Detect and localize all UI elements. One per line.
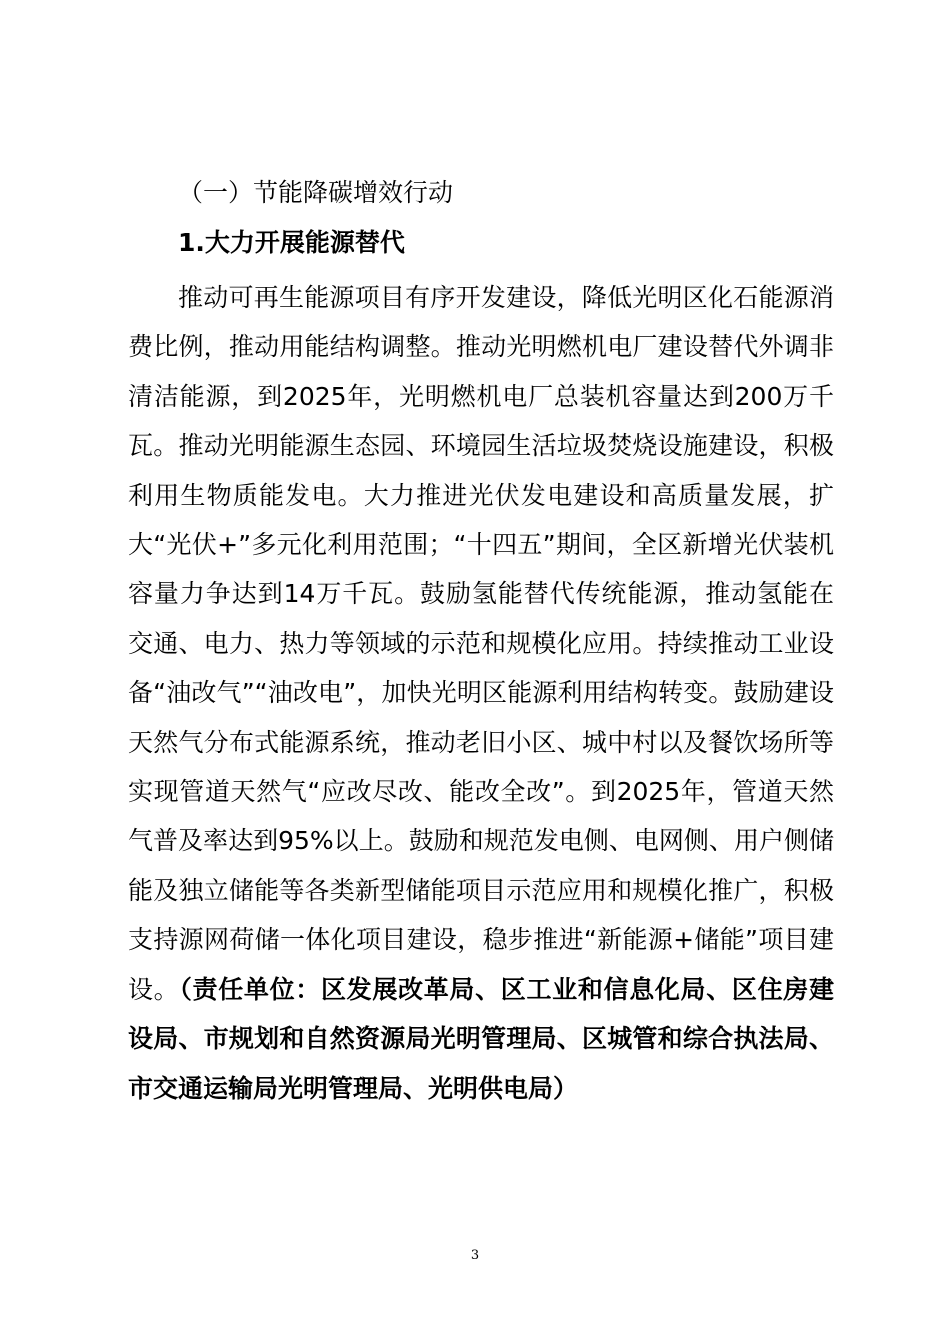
body-paragraph (128, 273, 834, 1113)
sub-heading: 1.大力开展能源替代 (178, 228, 405, 257)
section-heading: （一）节能降碳增效行动 (178, 178, 454, 207)
page-number: 3 (470, 1248, 480, 1263)
paragraph-text: 推动可再生能源项目有序开发建设，降低光明区化石能源消费比例，推动用能结构调整。推动光明燃机电厂建设替代外调非清洁能源，到2025年，光明燃机电厂总装机容量达到200万千瓦。推动光明能源生态园、环境园生活垃圾焚烧设施建设，积极利用生物质能发电。大力推进光伏发电建设和高质量发展，扩大“光伏+”多元化利用范围；“十四五”期间，全区新增光伏装机容量力争达到14万千瓦。鼓励氢能替代传统能源，推动氢能在交通、电力、热力等领域的示范和规模化应用。持续推动工业设备“油改气”“油改电”，加快光明区能源利用结构转变。鼓励建设天然气分布式能源系统，推动老旧小区、城中村以及餐饮场所等实现管道天然气“应改尽改、能改全改”。到2025年，管道天然气普及率达到95%以上。鼓励和规范发电侧、电网侧、用户侧储能及独立储能等各类新型储能项目示范应用和规模化推广，积极支持源网荷储一体化项目建设，稳步推进“新能源+储能”项目建设。 (128, 283, 834, 1004)
responsibility-units: （责任单位：区发展改革局、区工业和信息化局、区住房建设局、市规划和自然资源局光明管理局、区城管和综合执法局、市交通运输局光明管理局、光明供电局） (128, 974, 834, 1103)
